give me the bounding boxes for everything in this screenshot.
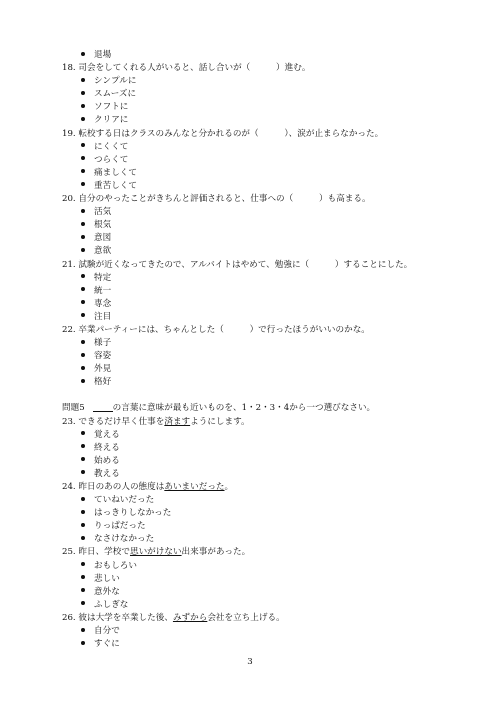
answer-option [62, 455, 462, 468]
option-text: 悲しい [94, 573, 120, 584]
answer-option [62, 114, 462, 127]
answer-option [62, 298, 462, 311]
option-text: ソフトに [94, 102, 129, 113]
option-text: なさけなかった [94, 534, 155, 545]
question-text [62, 612, 462, 625]
option-text: シンプルに [94, 76, 137, 87]
bullet-icon [81, 117, 85, 121]
option-text: はっきりしなかった [94, 508, 172, 519]
bullet-icon [81, 497, 85, 501]
bullet-icon [81, 523, 85, 527]
bullet-icon [81, 78, 85, 82]
option-text: すぐに [94, 639, 120, 650]
bullet-icon [81, 601, 85, 605]
bullet-icon [81, 313, 85, 317]
answer-option [62, 49, 462, 62]
question-text-after: ようにします。 [190, 416, 250, 427]
option-text: にくくて [94, 141, 129, 152]
option-text: 終える [94, 442, 120, 453]
answer-option [62, 141, 462, 154]
answer-option [62, 350, 462, 363]
option-text: おもしろい [94, 560, 137, 571]
option-text: 特定 [94, 272, 112, 283]
question-text: 20. 自分のやったことがきちんと評価されると、仕事への（ ）も高まる。 [62, 194, 371, 205]
question-text-after: 出来事があった。 [181, 547, 251, 558]
answer-option [62, 88, 462, 101]
answer-option [62, 520, 462, 533]
answer-option [62, 245, 462, 258]
answer-option [62, 376, 462, 389]
answer-option [62, 285, 462, 298]
bullet-icon [81, 588, 85, 592]
question-text-before: 25. 昨日、学校で [62, 547, 130, 558]
answer-option [62, 586, 462, 599]
option-text: りっぱだった [94, 521, 146, 532]
answer-option [62, 507, 462, 520]
spacer [62, 389, 462, 402]
bullet-icon [81, 287, 85, 291]
question-text: 19. 転校する日はクラスのみんなと分かれるのが（ ）、涙が止まらなかった。 [62, 128, 384, 139]
bullet-icon [81, 235, 85, 239]
answer-option [62, 154, 462, 167]
answer-option [62, 311, 462, 324]
answer-option [62, 468, 462, 481]
answer-option [62, 442, 462, 455]
bullet-icon [81, 248, 85, 252]
underlined-phrase: みずから [172, 612, 208, 623]
answer-option [62, 75, 462, 88]
answer-option [62, 599, 462, 612]
question-text-before: 23. できるだけ早く仕事を [62, 416, 165, 427]
answer-option [62, 573, 462, 586]
answer-option [62, 219, 462, 232]
section-heading [62, 402, 462, 415]
bullet-icon [81, 169, 85, 173]
option-text: 根気 [94, 220, 112, 231]
question-text: 22. 卒業パーティーには、ちゃんとした（ ）で行ったほうがいいのかな。 [62, 324, 370, 335]
underlined-phrase: 済ます [164, 416, 191, 427]
bullet-icon [81, 353, 85, 357]
underline-blank [93, 402, 113, 412]
bullet-icon [81, 470, 85, 474]
bullet-icon [81, 340, 85, 344]
answer-option [62, 101, 462, 114]
option-text: 意欲 [94, 246, 112, 257]
option-text: 外見 [94, 364, 112, 375]
option-text: ふしぎな [94, 599, 129, 610]
bullet-icon [81, 91, 85, 95]
answer-option [62, 429, 462, 442]
answer-option [62, 180, 462, 193]
question-text-before: 26. 彼は大学を卒業した後、 [62, 612, 173, 623]
section-instruction: の言葉に意味が最も近いものを、1・2・3・4から一つ選びなさい。 [112, 403, 376, 414]
bullet-icon [81, 444, 85, 448]
option-text: スムーズに [94, 89, 137, 100]
option-text: ていねいだった [94, 495, 155, 506]
bullet-icon [81, 641, 85, 645]
answer-option [62, 232, 462, 245]
section-label: 問題5 [62, 403, 85, 414]
bullet-icon [81, 52, 85, 56]
option-text: 様子 [94, 338, 112, 349]
page-number: 3 [247, 657, 253, 667]
option-text: 重苦しくて [94, 180, 137, 191]
bullet-icon [81, 510, 85, 514]
question-text-after: 会社を立ち上げる。 [207, 612, 285, 623]
underlined-phrase: 思いがけない [129, 547, 182, 558]
question-text: 21. 試験が近くなってきたので、アルバイトはやめて、勉強に（ ）することにした。 [62, 259, 413, 270]
option-text: 統一 [94, 285, 112, 296]
answer-option [62, 494, 462, 507]
bullet-icon [81, 562, 85, 566]
bullet-icon [81, 104, 85, 108]
bullet-icon [81, 209, 85, 213]
option-text: 始める [94, 455, 120, 466]
question-list [62, 49, 462, 651]
option-text: 活気 [94, 207, 112, 218]
question-text: 18. 司会をしてくれる人がいると、話し合いが（ ）進む。 [62, 63, 311, 74]
answer-option [62, 625, 462, 638]
option-text: 格好 [94, 377, 112, 388]
option-text: 専念 [94, 298, 112, 309]
bullet-icon [81, 575, 85, 579]
underlined-phrase: あいまいだった [164, 482, 225, 492]
bullet-icon [81, 156, 85, 160]
answer-option [62, 337, 462, 350]
answer-option [62, 167, 462, 180]
answer-option [62, 533, 462, 546]
answer-option [62, 560, 462, 573]
question-text-before: 24. 昨日のあの人の態度は [62, 482, 165, 492]
bullet-icon [81, 300, 85, 304]
answer-option [62, 638, 462, 651]
option-text: 自分で [94, 626, 120, 637]
option-text: 退場 [94, 50, 112, 60]
option-text: 意外な [94, 586, 120, 597]
bullet-icon [81, 366, 85, 370]
bullet-icon [81, 222, 85, 226]
option-text: つらくて [94, 154, 129, 165]
answer-option [62, 272, 462, 285]
question-text [62, 416, 462, 429]
option-text: 教える [94, 468, 120, 479]
question-text [62, 546, 462, 559]
bullet-icon [81, 379, 85, 383]
bullet-icon [81, 431, 85, 435]
option-text: クリアに [94, 115, 129, 126]
answer-option [62, 363, 462, 376]
bullet-icon [81, 143, 85, 147]
option-text: 注目 [94, 311, 112, 322]
bullet-icon [81, 182, 85, 186]
option-text: 痛ましくて [94, 167, 137, 178]
question-text-after: 。 [224, 482, 234, 492]
answer-option [62, 206, 462, 219]
question-text [62, 481, 462, 494]
option-text: 意図 [94, 233, 112, 244]
option-text: 容姿 [94, 351, 112, 362]
option-text: 覚える [94, 429, 120, 440]
bullet-icon [81, 274, 85, 278]
bullet-icon [81, 628, 85, 632]
bullet-icon [81, 536, 85, 540]
bullet-icon [81, 457, 85, 461]
